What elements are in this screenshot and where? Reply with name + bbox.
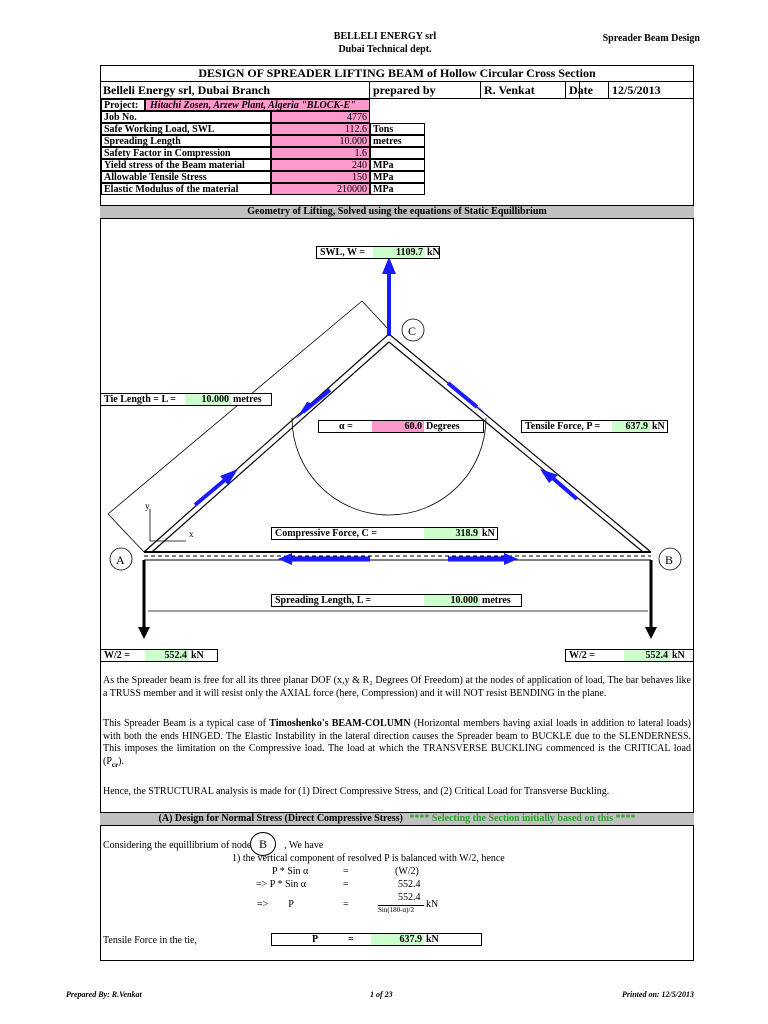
left-tie-lower-arrow-shaft: [195, 479, 226, 505]
tensile-result-box: [271, 933, 482, 946]
date-value: 12/5/2013: [608, 82, 694, 99]
sheet-title: DESIGN OF SPREADER LIFTING BEAM of Hollow Circular Cross Section: [100, 65, 694, 82]
equilibrium-node-label: B: [258, 837, 267, 851]
prepared-label: prepared by: [370, 82, 580, 99]
swl-value: 1109.7: [373, 247, 425, 258]
node-c-label: C: [408, 324, 417, 338]
swl-arrow-icon: [382, 257, 396, 274]
compressive-unit: kN: [482, 528, 495, 539]
tie-dimension-line: [108, 301, 362, 514]
eq-row3-equals: =: [343, 899, 349, 910]
input-row-value: 1.6: [271, 147, 370, 159]
alpha-box: [318, 420, 484, 433]
node-a-label: A: [116, 553, 125, 567]
tensile-tie-label: Tensile Force in the tie,: [103, 935, 197, 946]
right-tie-inner: [389, 342, 643, 552]
paragraph-truss: As the Spreader beam is free for all its three planar DOF (x,y & R₂ Degrees Of Freedom) at the nodes of application of load, The bar behaves like a TRUSS member and it will resist only the AXIAL force (here, Compression) and it will NOT resist BENDING in the plane.: [103, 675, 691, 699]
eq-row2-right: 552.4: [398, 879, 421, 890]
company-header: [280, 30, 490, 56]
spreading-label: Spreading Length, L =: [275, 595, 372, 606]
footer-page: 1 of 23: [370, 990, 393, 999]
tensile-unit: kN: [652, 421, 665, 432]
paragraph-timoshenko: [103, 718, 691, 771]
spreading-value: 10.000: [424, 595, 480, 606]
pcr-subscript: cr: [111, 760, 119, 769]
w2-right-label: W/2 =: [569, 650, 595, 661]
tie-length-unit: metres: [233, 394, 262, 405]
project-label: Project:: [101, 99, 145, 111]
paragraph-analysis: Hence, the STRUCTURAL analysis is made for (1) Direct Compressive Stress, and (2) Critical Load for Transverse Buckling.: [103, 786, 610, 797]
tensile-result-value: 637.9: [371, 934, 424, 945]
footer-printed: Printed on: 12/5/2013: [622, 990, 695, 999]
x-axis-label: x: [189, 529, 194, 539]
alpha-label: α =: [339, 421, 353, 432]
tie-length-value: 10.000: [185, 394, 231, 405]
input-row-unit: MPa: [370, 171, 425, 183]
w2-left-label: W/2 =: [104, 650, 130, 661]
input-row-unit: [370, 147, 425, 159]
comp-right-arrow-icon: [504, 553, 518, 565]
eq-row3-left: => P: [257, 899, 294, 910]
comp-left-arrow-icon: [278, 553, 292, 565]
timoshenko-bold: Timoshenko's BEAM-COLUMN: [269, 718, 411, 729]
swl-label: SWL, W =: [320, 247, 366, 258]
right-tie-outer: [389, 334, 651, 552]
input-row-value: 240: [271, 159, 370, 171]
w2-left-value: 552.4: [145, 650, 189, 661]
node-b-label: B: [665, 553, 674, 567]
project-value: Hitachi Zosen, Arzew Plant, Algeria "BLOCK-E": [145, 99, 370, 111]
footer-prepared: Prepared By: R.Venkat: [66, 990, 142, 999]
spreading-unit: metres: [482, 595, 511, 606]
company-name: BELLELI ENERGY srl: [333, 31, 437, 42]
info-row: [100, 82, 694, 99]
tensile-result-unit: kN: [426, 934, 439, 945]
w2-right-box: [565, 649, 694, 662]
alpha-unit: Degrees: [426, 421, 460, 432]
timoshenko-text-e: ).: [118, 755, 124, 767]
input-row-unit: MPa: [370, 183, 425, 195]
document-title: Spreader Beam Design: [602, 33, 700, 44]
input-row-label: Spreading Length: [101, 135, 271, 147]
input-row-label: Allowable Tensile Stress: [101, 171, 271, 183]
input-row-value: 210000: [271, 183, 370, 195]
input-row-label: Safe Working Load, SWL: [101, 123, 271, 135]
swl-box: [316, 246, 440, 259]
tie-extension-a: [108, 514, 144, 552]
w2-left-unit: kN: [191, 650, 204, 661]
equilibrium-intro-b: , We have: [284, 840, 324, 851]
alpha-value: 60.0: [372, 421, 424, 432]
tie-length-label: Tie Length = L =: [104, 394, 176, 405]
tensile-result-equals: =: [348, 934, 354, 945]
y-axis-label: y: [145, 501, 150, 511]
eq-row3-numerator: 552.4: [398, 892, 421, 903]
input-row-unit: MPa: [370, 159, 425, 171]
eq-row3-unit: kN: [426, 899, 439, 910]
tie-extension-c: [362, 301, 390, 331]
section-a-bar: [100, 812, 694, 826]
input-row-unit: metres: [370, 135, 425, 147]
w2-right-value: 552.4: [624, 650, 670, 661]
tensile-value: 637.9: [612, 421, 650, 432]
prepared-by-value: R. Venkat: [480, 82, 580, 99]
spreading-box: [271, 594, 522, 607]
input-row-label: Elastic Modulus of the material: [101, 183, 271, 195]
swl-unit: kN: [427, 247, 440, 258]
tensile-label: Tensile Force, P =: [525, 421, 601, 432]
compressive-value: 318.9: [424, 528, 480, 539]
compressive-label: Compressive Force, C =: [275, 528, 377, 539]
company-branch: Belleli Energy srl, Dubai Branch: [100, 82, 370, 99]
job-label: Job No.: [101, 111, 271, 123]
job-value: 4776: [271, 111, 370, 123]
tensile-box: [521, 420, 668, 433]
input-row-value: 112.6: [271, 123, 370, 135]
date-label: Date: [565, 82, 610, 99]
tie-length-box: [100, 393, 272, 406]
left-load-arrow-icon: [138, 627, 150, 639]
eq-row2-left: => P * Sin α: [256, 879, 307, 890]
section-a-title: (A) Design for Normal Stress (Direct Compressive Stress): [158, 813, 403, 824]
eq-row1-left: P * Sin α: [272, 866, 309, 877]
eq-row3-denominator: Sin(180-α)/2: [378, 906, 414, 914]
right-load-arrow-icon: [645, 627, 657, 639]
geometry-bar: Geometry of Lifting, Solved using the equations of Static Equillibrium: [100, 205, 694, 219]
w2-right-unit: kN: [672, 650, 685, 661]
department-name: Dubai Technical dept.: [338, 44, 432, 55]
eq-row1-right: (W/2): [395, 866, 419, 877]
section-a-note: **** Selecting the Section initially based on this ****: [409, 813, 636, 824]
w2-left-box: [100, 649, 218, 662]
eq-row1-equals: =: [343, 866, 349, 877]
timoshenko-text-c: (Horizontal members having axial loads in addition to lateral loads) with both the ends HINGED. The Elastic Instability in the lateral direction causes the Spreader beam to BUCKLE due to the SLENDERNESS. This imposes the limitation on the Compressive load. The load at which the TRANSVERSE BUCKLING commenced is the CRITICAL load (P: [103, 718, 692, 767]
timoshenko-text-a: This Spreader Beam is a typical case of: [103, 718, 270, 729]
input-row-value: 10.000: [271, 135, 370, 147]
left-tie-arrow-shaft: [303, 390, 330, 412]
compressive-box: [271, 527, 498, 540]
equilibrium-line1: 1) the vertical component of resolved P is balanced with W/2, hence: [232, 853, 505, 864]
input-row-label: Yield stress of the Beam material: [101, 159, 271, 171]
eq-row2-equals: =: [343, 879, 349, 890]
input-row-value: 150: [271, 171, 370, 183]
equilibrium-intro-a: Considering the equillibrium of node: [103, 840, 252, 851]
left-tie-outer: [144, 334, 389, 552]
input-row-label: Safety Factor in Compression: [101, 147, 271, 159]
tensile-result-p: P: [312, 934, 319, 945]
input-row-unit: Tons: [370, 123, 425, 135]
